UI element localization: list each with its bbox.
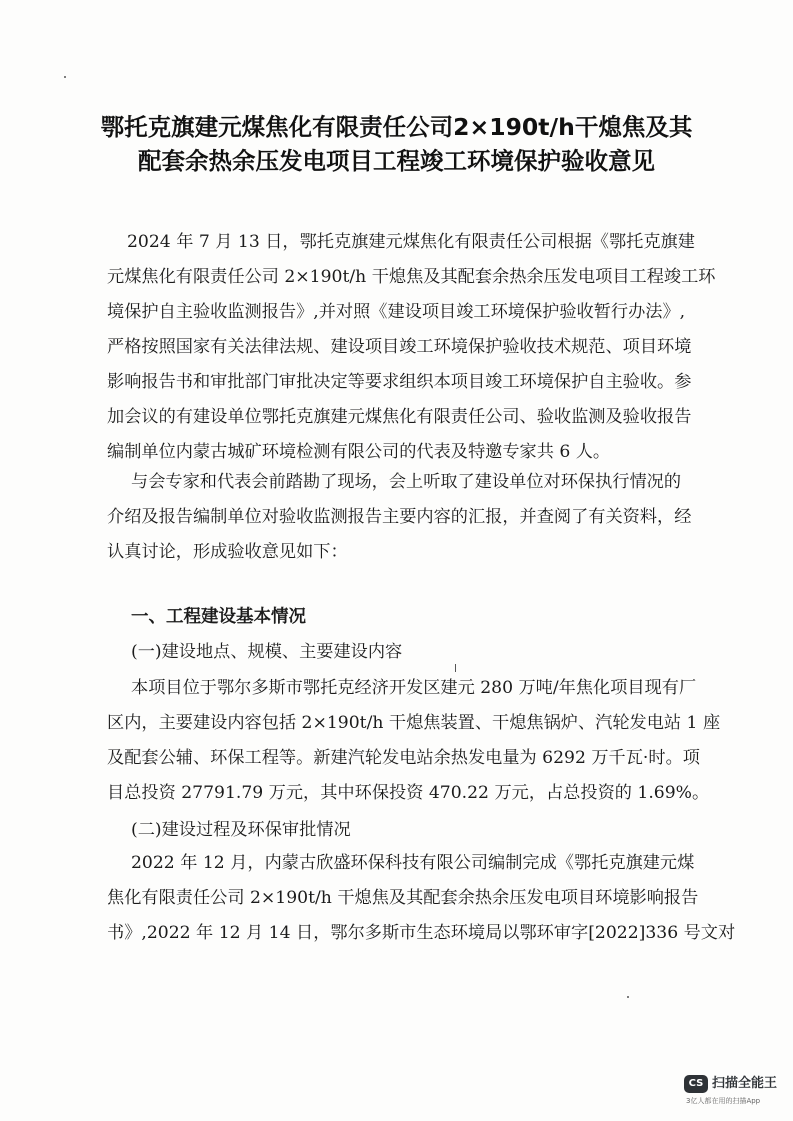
text-line: 境保护自主验收监测报告》,并对照《建设项目竣工环境保护验收暂行办法》, [107,302,686,322]
second-paragraph [107,465,709,570]
text-line: 编制单位内蒙古城矿环境检测有限公司的代表及特邀专家共 6 人。 [107,442,611,462]
text-line: 认真讨论，形成验收意见如下： [107,542,348,562]
scan-speck [64,76,66,78]
text-line: 焦化有限责任公司 2×190t/h 干熄焦及其配套余热余压发电项目环境影响报告 [107,888,699,908]
text-line: 目总投资 27791.79 万元，其中环保投资 470.22 万元，占总投资的 1.69%。 [107,783,710,803]
text-line: 2022 年 12 月，内蒙古欣盛环保科技有限公司编制完成《鄂托克旗建元煤 [131,853,695,873]
scan-speck [627,996,629,998]
text-line: 介绍及报告编制单位对验收监测报告主要内容的汇报，并查阅了有关资料，经 [107,507,692,527]
text-line: 与会专家和代表会前踏勘了现场，会上听取了建设单位对环保执行情况的 [131,472,682,492]
text-line: 书》,2022 年 12 月 14 日，鄂尔多斯市生态环境局以鄂环审字[2022]336 号文对 [107,923,736,943]
intro-paragraph [107,225,716,470]
text-line: 及配套公辅、环保工程等。新建汽轮发电站余热发电量为 6292 万千瓦·时。项 [107,748,700,768]
scanner-watermark [684,1070,784,1110]
scanner-logo-icon: CS [684,1075,708,1093]
subsection2-paragraph [107,846,736,951]
scanner-tagline: 3亿人都在用的扫描App [686,1097,761,1105]
scan-speck [455,664,456,672]
text-line: 2024 年 7 月 13 日，鄂托克旗建元煤焦化有限责任公司根据《鄂托克旗建 [127,232,695,252]
text-line: 本项目位于鄂尔多斯市鄂托克经济开发区建元 280 万吨/年焦化项目现有厂 [131,678,697,698]
title-line: 配套余热余压发电项目工程竣工环境保护验收意见 [138,147,655,175]
text-line: 区内，主要建设内容包括 2×190t/h 干熄焦装置、干熄焦锅炉、汽轮发电站 1 座 [107,713,721,733]
subsection-heading: (一)建设地点、规模、主要建设内容 [131,642,403,662]
text-line: 加会议的有建设单位鄂托克旗建元煤焦化有限责任公司、验收监测及验收报告 [107,407,692,427]
text-line: 影响报告书和审批部门审批决定等要求组织本项目竣工环境保护自主验收。参 [107,372,692,392]
section-heading: 一、工程建设基本情况 [131,607,306,627]
subsection-heading: (二)建设过程及环保审批情况 [131,820,351,840]
title-line: 鄂托克旗建元煤焦化有限责任公司2×190t/h干熄焦及其 [100,113,693,141]
document-title [60,110,733,178]
text-line: 严格按照国家有关法律法规、建设项目竣工环境保护验收技术规范、项目环境 [107,337,692,357]
scanner-app-name: 扫描全能王 [712,1076,778,1091]
subsection1-paragraph [107,671,721,811]
text-line: 元煤焦化有限责任公司 2×190t/h 干熄焦及其配套余热余压发电项目工程竣工环 [107,267,716,287]
